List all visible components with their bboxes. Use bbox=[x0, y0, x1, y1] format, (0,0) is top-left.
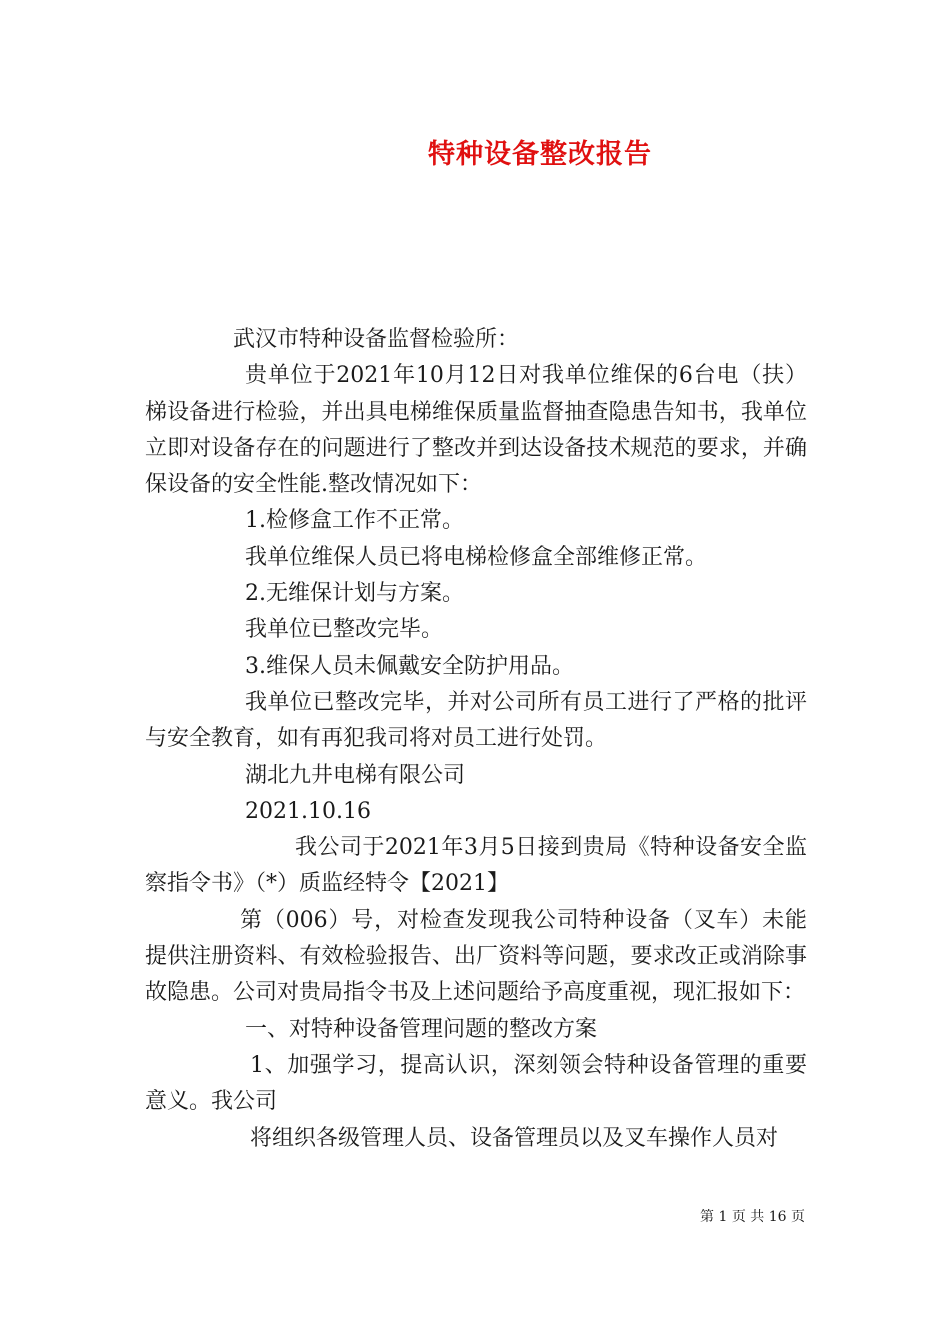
intro-paragraph: 贵单位于2021年10月12日对我单位维保的6台电（扶）梯设备进行检验，并出具电梯维保质量监督抽查隐患告知书，我单位立即对设备存在的问题进行了整改并到达设备技术规范的要求，并确保设备的安全性能.整改情况如下： bbox=[145, 363, 807, 498]
issue-item-1: 1.检修盒工作不正常。 bbox=[245, 508, 464, 534]
document-body bbox=[145, 322, 807, 1157]
second-body-paragraph: 第（006）号，对检查发现我公司特种设备（叉车）未能提供注册资料、有效检验报告、出厂资料等问题，要求改正或消除事故隐患。公司对贵局指令书及上述问题给予高度重视，现汇报如下： bbox=[145, 907, 807, 1006]
issue-item-2: 2.无维保计划与方案。 bbox=[245, 581, 464, 607]
issue-item-1-fix: 我单位维保人员已将电梯检修盒全部维修正常。 bbox=[245, 544, 708, 570]
page-number: 第 1 页 共 16 页 bbox=[700, 1209, 805, 1225]
issue-item-3-fix: 我单位已整改完毕，并对公司所有员工进行了严格的批评与安全教育，如有再犯我司将对员工进行处罚。 bbox=[145, 689, 807, 752]
section-1-item-1: 1、加强学习，提高认识，深刻领会特种设备管理的重要意义。我公司 bbox=[145, 1052, 807, 1115]
company-name: 湖北九井电梯有限公司 bbox=[245, 762, 466, 788]
report-date: 2021.10.16 bbox=[245, 798, 371, 824]
issue-item-3: 3.维保人员未佩戴安全防护用品。 bbox=[245, 653, 574, 679]
section-heading-1: 一、对特种设备管理问题的整改方案 bbox=[245, 1016, 598, 1042]
second-intro-paragraph: 我公司于2021年3月5日接到贵局《特种设备安全监察指令书》（*）质监经特令【2021】 bbox=[145, 835, 807, 897]
issue-item-2-fix: 我单位已整改完毕。 bbox=[245, 617, 444, 643]
document-title: 特种设备整改报告 bbox=[428, 139, 652, 170]
salutation: 武汉市特种设备监督检验所： bbox=[233, 327, 520, 352]
section-1-item-1-continued: 将组织各级管理人员、设备管理员以及叉车操作人员对 bbox=[250, 1125, 779, 1151]
